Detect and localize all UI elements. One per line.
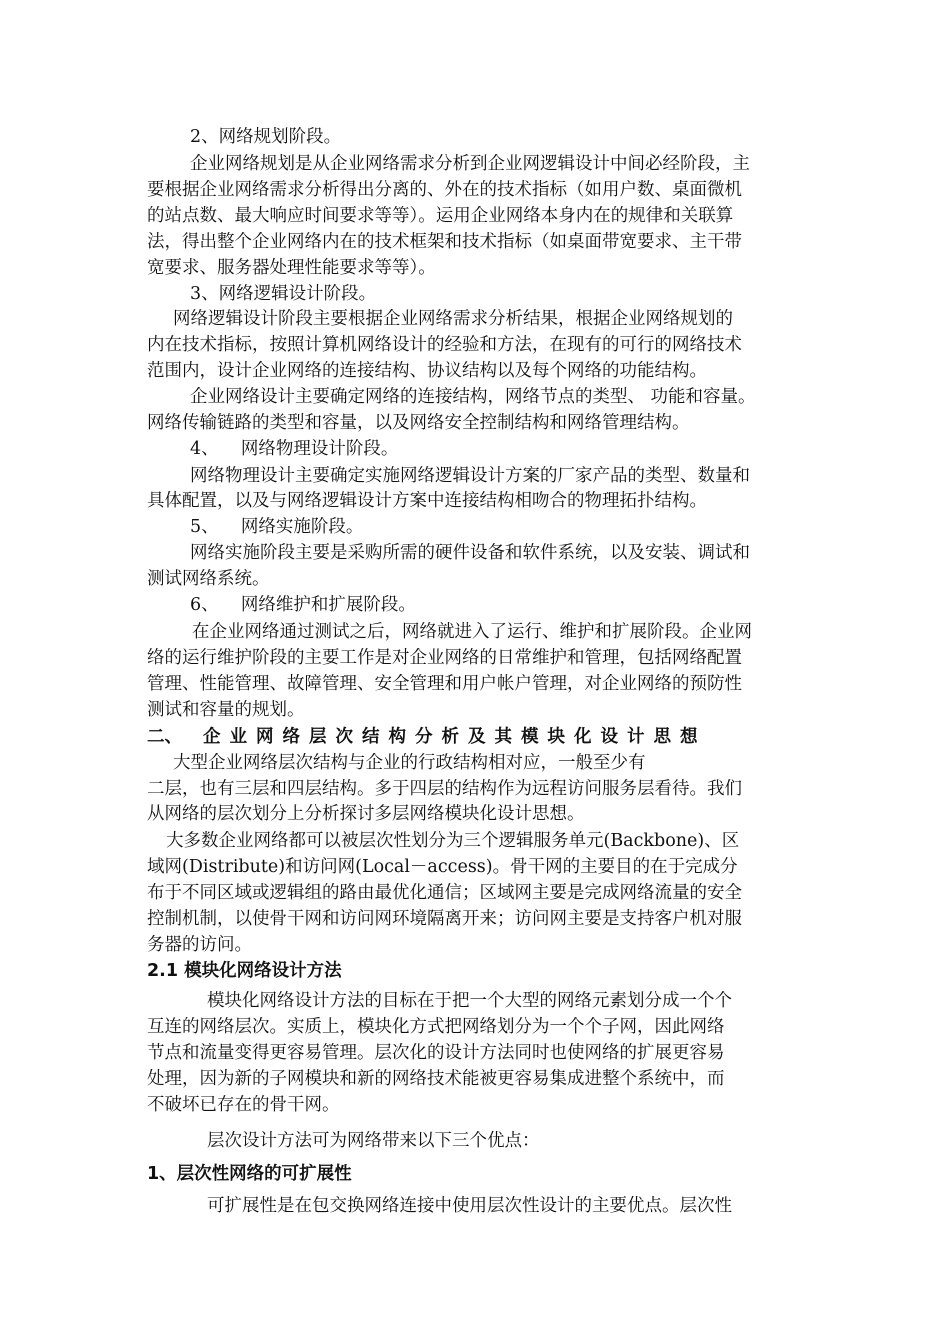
paragraph-line: 从网络的层次划分上分析探讨多层网络模块化设计思想。 [147,804,585,824]
paragraph-line: 节点和流量变得更容易管理。层次化的设计方法同时也使网络的扩展更容易 [147,1043,725,1063]
paragraph-line: 二层，也有三层和四层结构。多于四层的结构作为远程访问服务层看待。我们 [147,779,742,799]
paragraph-line: 层次设计方法可为网络带来以下三个优点： [207,1131,540,1151]
paragraph-line: 内在技术指标，按照计算机网络设计的经验和方法，在现有的可行的网络技术 [147,335,742,355]
paragraph-line: 网络物理设计主要确定实施网络逻辑设计方案的厂家产品的类型、数量和 [190,466,750,486]
paragraph-line: 网络实施阶段主要是采购所需的硬件设备和软件系统，以及安装、调试和 [190,543,750,563]
paragraph-line: 企业网络设计主要确定网络的连接结构，网络节点的类型、 功能和容量。 [190,387,756,407]
heading-physical-design: 4、 网络物理设计阶段。 [190,439,399,459]
paragraph-line: 管理、性能管理、故障管理、安全管理和用户帐户管理，对企业网络的预防性 [147,674,742,694]
paragraph-line: 模块化网络设计方法的目标在于把一个大型的网络元素划分成一个个 [207,991,732,1011]
section-number: 二、 [147,727,182,747]
heading-logical-design: 3、网络逻辑设计阶段。 [190,284,377,304]
section-heading: 企业网络层次结构分析及其模块化设计思想 [203,727,707,747]
paragraph-line: 处理，因为新的子网模块和新的网络技术能被更容易集成进整个系统中，而 [147,1069,725,1089]
paragraph-line: 布于不同区域或逻辑组的路由最优化通信；区域网主要是完成网络流量的安全 [147,883,742,903]
paragraph-line: 在企业网络通过测试之后，网络就进入了运行、维护和扩展阶段。企业网 [192,622,752,642]
paragraph-line: 范围内，设计企业网络的连接结构、协议结构以及每个网络的功能结构。 [147,361,707,381]
paragraph-line: 测试和容量的规划。 [147,700,305,720]
paragraph-line: 法，得出整个企业网络内在的技术框架和技术指标（如桌面带宽要求、主干带 [147,232,742,252]
subsection-heading-scalability: 1、层次性网络的可扩展性 [147,1164,352,1184]
paragraph-line: 域网(Distribute)和访问网(Local－access)。骨干网的主要目的在于完成分 [147,857,738,877]
heading-implementation: 5、 网络实施阶段。 [190,517,364,537]
paragraph-line: 宽要求、服务器处理性能要求等等）。 [147,258,436,278]
paragraph-line: 控制机制，以使骨干网和访问网环境隔离开来；访问网主要是支持客户机对服 [147,909,742,929]
heading-maintenance: 6、 网络维护和扩展阶段。 [190,595,416,615]
paragraph-line: 互连的网络层次。实质上，模块化方式把网络划分为一个个子网，因此网络 [147,1017,725,1037]
paragraph-line: 大型企业网络层次结构与企业的行政结构相对应，一般至少有 [173,753,646,773]
paragraph-line: 可扩展性是在包交换网络连接中使用层次性设计的主要优点。层次性 [207,1196,732,1216]
paragraph-line: 网络传输链路的类型和容量，以及网络安全控制结构和网络管理结构。 [147,413,690,433]
paragraph-line: 网络逻辑设计阶段主要根据企业网络需求分析结果，根据企业网络规划的 [173,309,733,329]
heading-network-planning: 2、网络规划阶段。 [190,127,342,147]
paragraph-line: 络的运行维护阶段的主要工作是对企业网络的日常维护和管理，包括网络配置 [147,648,742,668]
paragraph-line: 企业网络规划是从企业网络需求分析到企业网逻辑设计中间必经阶段，主 [190,154,750,174]
paragraph-line: 不破坏已存在的骨干网。 [147,1095,340,1115]
paragraph-line: 大多数企业网络都可以被层次性划分为三个逻辑服务单元(Backbone)、区 [166,831,740,851]
paragraph-line: 务器的访问。 [147,935,252,955]
paragraph-line: 的站点数、最大响应时间要求等等）。运用企业网络本身内在的规律和关联算 [147,206,734,226]
paragraph-line: 要根据企业网络需求分析得出分离的、外在的技术指标（如用户数、桌面微机 [147,180,742,200]
subsection-heading: 2.1 模块化网络设计方法 [147,961,342,981]
paragraph-line: 测试网络系统。 [147,569,270,589]
paragraph-line: 具体配置，以及与网络逻辑设计方案中连接结构相吻合的物理拓扑结构。 [147,491,707,511]
